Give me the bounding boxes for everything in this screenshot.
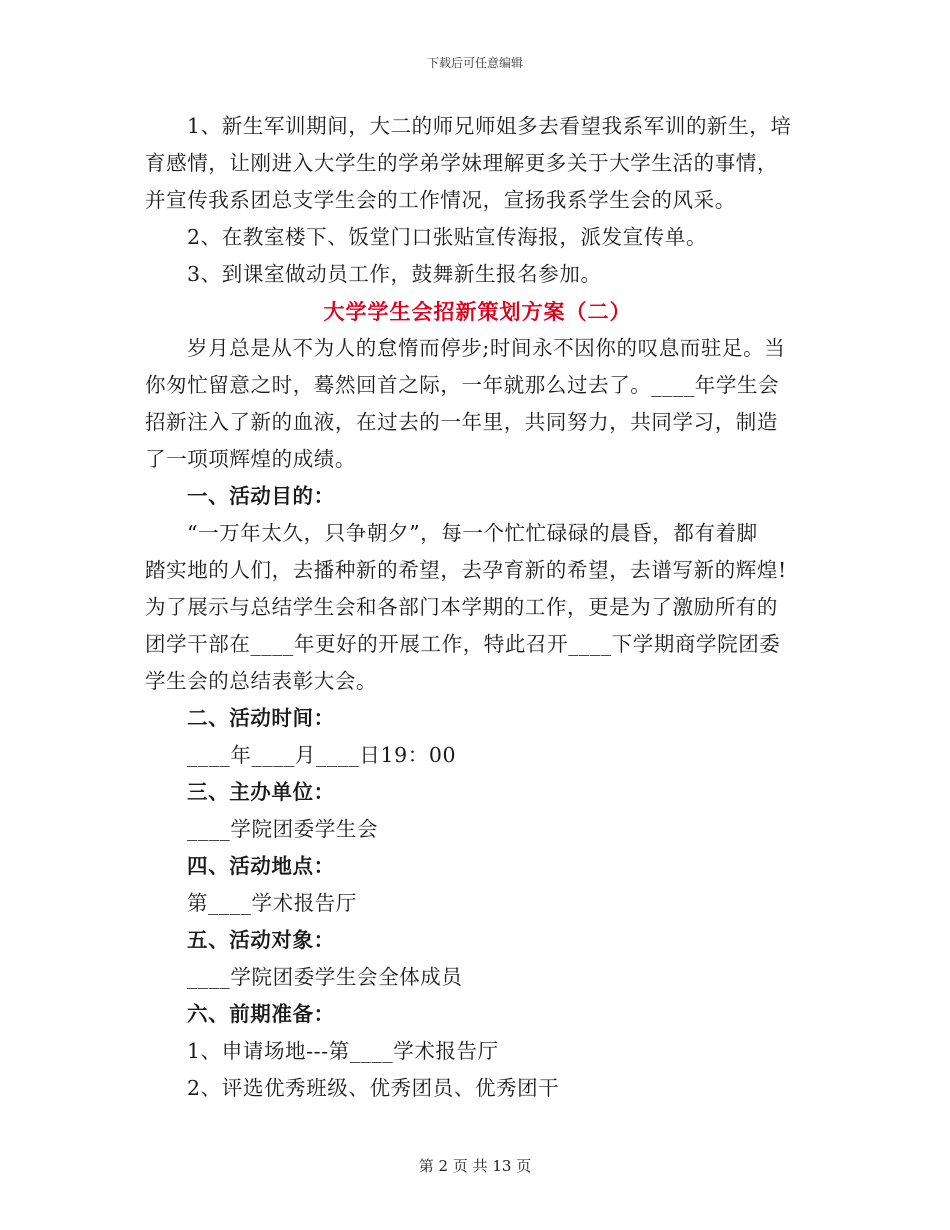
heading-activity-audience: 五、活动对象： bbox=[187, 928, 335, 952]
paragraph-line: ____学院团委学生会全体成员 bbox=[187, 965, 463, 989]
heading-activity-time: 二、活动时间： bbox=[187, 706, 335, 730]
paragraph-line: 1、申请场地---第____学术报告厅 bbox=[187, 1039, 499, 1063]
section-title: 大学学生会招新策划方案（二） bbox=[323, 299, 632, 324]
paragraph-line: 学生会的总结表彰大会。 bbox=[145, 669, 378, 693]
paragraph-line: 1、新生军训期间，大二的师兄师姐多去看望我系军训的新生，培 bbox=[187, 114, 792, 138]
paragraph-line: 你匆忙留意之时，蓦然回首之际，一年就那么过去了。____年学生会 bbox=[145, 373, 780, 397]
paragraph-line: 并宣传我系团总支学生会的工作情况，宣扬我系学生会的风采。 bbox=[145, 188, 736, 212]
paragraph-line: 团学干部在____年更好的开展工作，特此召开____下学期商学院团委 bbox=[145, 632, 781, 656]
heading-activity-purpose: 一、活动目的： bbox=[187, 484, 335, 508]
heading-organizer: 三、主办单位： bbox=[187, 780, 335, 804]
paragraph-line: ____学院团委学生会 bbox=[187, 817, 379, 841]
page-number: 第 2 页 共 13 页 bbox=[418, 1157, 532, 1175]
heading-activity-location: 四、活动地点： bbox=[187, 854, 335, 878]
paragraph-line: 第____学术报告厅 bbox=[187, 891, 357, 915]
paragraph-line: 了一项项辉煌的成绩。 bbox=[145, 447, 356, 471]
paragraph-line: 踏实地的人们，去播种新的希望，去孕育新的希望，去谱写新的辉煌! bbox=[145, 558, 787, 582]
header-note: 下载后可任意编辑 bbox=[426, 56, 523, 70]
paragraph-line: 岁月总是从不为人的怠惰而停步;时间永不因你的叹息而驻足。当 bbox=[187, 336, 786, 360]
paragraph-line: 为了展示与总结学生会和各部门本学期的工作，更是为了激励所有的 bbox=[145, 595, 778, 619]
paragraph-line: 招新注入了新的血液，在过去的一年里，共同努力，共同学习，制造 bbox=[145, 410, 778, 434]
paragraph-line: 3、到课室做动员工作，鼓舞新生报名参加。 bbox=[187, 262, 602, 286]
paragraph-line: 育感情，让刚进入大学生的学弟学妹理解更多关于大学生活的事情， bbox=[145, 151, 778, 175]
paragraph-line: 2、在教室楼下、饭堂门口张贴宣传海报，派发宣传单。 bbox=[187, 225, 708, 249]
paragraph-line: 2、评选优秀班级、优秀团员、优秀团干 bbox=[187, 1076, 560, 1100]
paragraph-line: “一万年太久，只争朝夕”，每一个忙忙碌碌的晨昏，都有着脚 bbox=[187, 521, 758, 545]
document-body bbox=[145, 108, 810, 1107]
heading-preparation: 六、前期准备： bbox=[187, 1002, 335, 1026]
paragraph-line: ____年____月____日19：00 bbox=[187, 743, 457, 767]
